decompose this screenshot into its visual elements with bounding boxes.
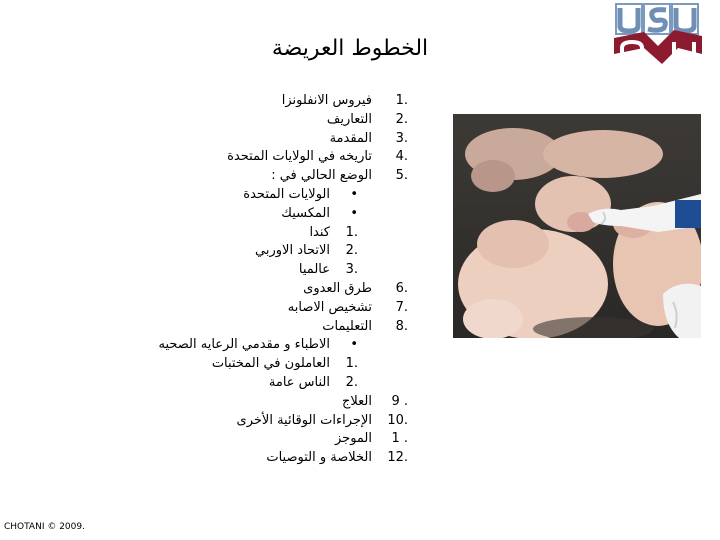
- outline-item: [8, 412, 408, 431]
- outline-item: [8, 374, 408, 393]
- outline-item: [8, 92, 408, 111]
- outline-item-text: الموجز: [334, 431, 372, 447]
- outline-item: [8, 186, 408, 205]
- outline-item: [8, 111, 408, 130]
- page-title: الخطوط العريضة: [271, 36, 429, 61]
- outline-item-number: 3.: [395, 130, 408, 146]
- outline-item-number: 1 .: [391, 431, 408, 447]
- outline-item-number: 1.: [345, 356, 358, 372]
- outline-item: [8, 299, 408, 318]
- outline-item-number: 6.: [395, 280, 408, 296]
- outline-item-text: تاريخه في الولايات المتحدة: [227, 149, 372, 165]
- pig-photo: [453, 114, 701, 338]
- outline-item-text: فيروس الانفلونزا: [281, 93, 372, 108]
- copyright-footer: CHOTANI © 2009.: [4, 522, 85, 532]
- outline-item-text: كندا: [309, 224, 330, 240]
- outline-item-text: تشخيص الاصابه: [287, 299, 372, 315]
- outline-item: [8, 261, 408, 280]
- outline-item-text: المكسيك: [281, 205, 330, 221]
- outline-item: [8, 280, 408, 299]
- outline-item-number: 8.: [395, 318, 408, 334]
- outline-item: [8, 130, 408, 149]
- outline-item-text: العاملون في المختبات: [211, 356, 330, 372]
- outline-item-number: 5.: [395, 168, 408, 184]
- outline-item: [8, 393, 408, 412]
- outline-item: [8, 148, 408, 167]
- outline-item-number: 1.: [345, 224, 358, 240]
- outline-item-number: 9 .: [391, 393, 408, 409]
- outline-item-text: الإجراءات الوقائية الأخرى: [236, 412, 372, 428]
- outline-item-number: •: [350, 186, 358, 202]
- outline-item-text: المقدمة: [329, 130, 372, 146]
- outline-item-number: 4.: [395, 149, 408, 165]
- outline-item: [8, 355, 408, 374]
- outline-item-text: الولايات المتحدة: [243, 186, 330, 202]
- outline-item-number: 7.: [395, 299, 408, 315]
- outline-item: [8, 430, 408, 449]
- outline-item-text: التعاريف: [326, 111, 372, 127]
- outline-item-text: الناس عامة: [268, 374, 330, 390]
- outline-item: [8, 336, 408, 355]
- outline-item-text: الخلاصة و التوصيات: [266, 450, 372, 466]
- outline-item-text: الوضع الحالي في :: [271, 168, 372, 184]
- outline-item-number: 2.: [345, 374, 358, 390]
- outline-item-number: 10.: [387, 412, 408, 428]
- outline-item-text: التعليمات: [322, 318, 372, 334]
- outline-item-text: الاطباء و مقدمي الرعايه الصحيه: [158, 337, 330, 353]
- outline-item: [8, 318, 408, 337]
- outline-item: [8, 205, 408, 224]
- usu-logo: [614, 2, 702, 70]
- outline-item-number: 2.: [395, 111, 408, 127]
- outline-item-number: •: [350, 337, 358, 353]
- outline-item: [8, 167, 408, 186]
- outline-item-number: •: [350, 205, 358, 221]
- outline-item: [8, 242, 408, 261]
- outline-item: [8, 449, 408, 468]
- outline-item-number: 12.: [387, 450, 408, 466]
- outline-item-number: 3.: [345, 262, 358, 278]
- outline-item-number: 2.: [345, 243, 358, 259]
- outline-list: [8, 92, 408, 468]
- outline-item: [8, 224, 408, 243]
- outline-item-text: طرق العدوى: [303, 280, 372, 296]
- outline-item-number: 1.: [395, 93, 408, 108]
- outline-item-text: الاتحاد الاوربي: [255, 243, 330, 259]
- outline-item-text: عالميا: [298, 262, 330, 278]
- outline-item-text: العلاج: [342, 393, 372, 409]
